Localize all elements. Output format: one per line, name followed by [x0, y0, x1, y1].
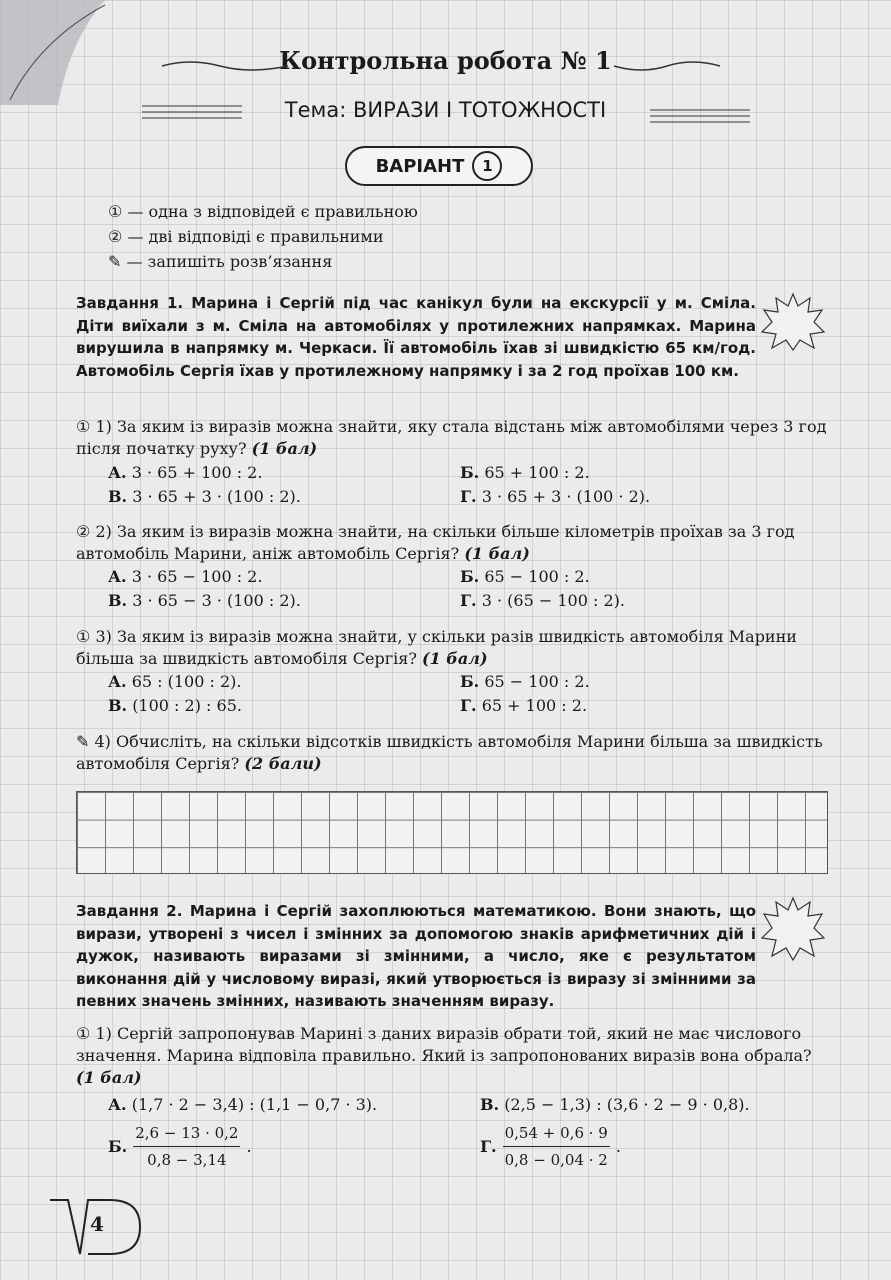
one-answer-icon: ① — [76, 1024, 91, 1043]
task2-question-1 — [76, 1023, 828, 1089]
question-text: 1) За яким із виразів можна знайти, яку стала відстань між автомобілями через 3 год після початку руху? — [76, 417, 827, 458]
option-a: А. 65 : (100 : 2). — [108, 672, 242, 691]
fraction-denominator: 0,8 − 0,04 · 2 — [504, 1151, 608, 1169]
one-answer-icon: ① — [76, 627, 91, 646]
option-b: Б. 65 − 100 : 2. — [460, 567, 590, 586]
option-b: Б. 65 + 100 : 2. — [460, 463, 590, 482]
option-g: Г. 65 + 100 : 2. — [460, 696, 588, 715]
option-v: В. 3 · 65 − 3 · (100 : 2). — [108, 591, 301, 610]
option-v: В. (100 : 2) : 65. — [108, 696, 242, 715]
option-v: В. 3 · 65 + 3 · (100 : 2). — [108, 487, 301, 506]
question-text: 2) За яким із виразів можна знайти, на скільки більше кілометрів проїхав за 3 год автомобіль Марини, аніж автомобіль Сергія? — [76, 522, 795, 563]
pencil-icon: ✎ — [76, 732, 90, 751]
option-a: А. (1,7 · 2 − 3,4) : (1,1 − 0,7 · 3). — [108, 1095, 378, 1114]
question-points: (1 бал) — [76, 1068, 142, 1087]
task1-question-4 — [76, 731, 828, 775]
fraction — [133, 1122, 240, 1171]
task1-question-2 — [76, 521, 828, 565]
title-text: Контрольна робота № 1 — [279, 46, 612, 75]
legend-item-write-solution — [108, 252, 332, 271]
page-number: 4 — [90, 1212, 104, 1236]
question-text: 1) Сергій запропонував Марині з даних виразів обрати той, який не має числового значення. Марина відповіла правильно. Який із запропонованих виразів вона обрала? — [76, 1024, 812, 1065]
option-b: Б. $\frac{2,6 - 13 \cdot 0,2}{0,8 - 3,14}$ . — [108, 1124, 252, 1169]
question-points: (2 бали) — [244, 754, 322, 773]
question-points: (1 бал) — [251, 439, 318, 458]
legend-item-one-answer — [108, 202, 418, 221]
task2-lead: Завдання 2. — [76, 902, 183, 920]
legend-text: — запишіть розв’язання — [126, 252, 333, 271]
legend-item-two-answers — [108, 227, 384, 246]
fraction — [503, 1122, 610, 1171]
answer-grid[interactable] — [76, 791, 828, 874]
task2-text: Марина і Сергій захоплюються математикою. Вони знають, що вирази, утворені з чисел і змінних за допомогою знаків арифметичних дій і дужок, називають виразами зі змінними, а число, яке є результатом виконання дій у числовому виразі, який утворюється із виразу зі змінними за певних значень змінних, називають значенням виразу. — [76, 902, 756, 1010]
option-g: Г. 3 · 65 + 3 · (100 · 2). — [460, 487, 651, 506]
topic-lines-right — [650, 104, 750, 128]
starburst-icon — [760, 896, 826, 962]
topic-text: Тема: ВИРАЗИ І ТОТОЖНОСТІ — [284, 98, 607, 122]
question-points: (1 бал) — [422, 649, 488, 668]
task1-text: Марина і Сергій під час канікул були на екскурсії у м. Сміла. Діти виїхали з м. Сміла на автомобілях у протилежних напрямках. Марина вирушила в напрямку м. Черкаси. Її автомобіль їхав зі швидкістю 65 км/год. Автомобіль Сергія їхав у протилежному напрямку і за 2 год проїхав 100 км. — [76, 294, 757, 380]
fraction-numerator: 2,6 − 13 · 0,2 — [133, 1122, 240, 1147]
variant-badge — [345, 146, 533, 186]
legend-text: — дві відповіді є правильними — [127, 227, 384, 246]
title-swirl-right — [612, 56, 722, 76]
task1-lead: Завдання 1. — [76, 294, 184, 312]
page-title — [0, 46, 891, 75]
variant-number: 1 — [472, 151, 502, 181]
fraction-numerator: 0,54 + 0,6 · 9 — [503, 1122, 610, 1147]
question-text: 4) Обчисліть, на скільки відсотків швидкість автомобіля Марини більша за швидкість автомобіля Сергія? — [76, 732, 823, 773]
starburst-icon — [760, 292, 826, 352]
task1-statement — [76, 292, 756, 382]
two-answers-icon: ② — [108, 227, 123, 246]
fraction-denominator: 0,8 − 3,14 — [147, 1151, 227, 1169]
option-a: А. 3 · 65 + 100 : 2. — [108, 463, 263, 482]
option-g: Г. $\frac{0,54 + 0,6 \cdot 9}{0,8 - 0,04 \cdot 2}$ . — [480, 1124, 621, 1169]
question-points: (1 бал) — [464, 544, 530, 563]
two-answers-icon: ② — [76, 522, 91, 541]
pencil-icon: ✎ — [108, 252, 122, 271]
task1-question-3 — [76, 626, 828, 670]
option-g: Г. 3 · (65 − 100 : 2). — [460, 591, 625, 610]
variant-label: ВАРІАНТ — [375, 155, 465, 177]
legend-text: — одна з відповідей є правильною — [127, 202, 418, 221]
option-v: В. (2,5 − 1,3) : (3,6 · 2 − 9 · 0,8). — [480, 1095, 750, 1114]
task1-question-1 — [76, 416, 828, 460]
one-answer-icon: ① — [108, 202, 123, 221]
option-b: Б. 65 − 100 : 2. — [460, 672, 590, 691]
task2-statement — [76, 900, 756, 1013]
one-answer-icon: ① — [76, 417, 91, 436]
title-swirl-left — [160, 56, 290, 76]
topic-heading — [0, 98, 891, 122]
option-a: А. 3 · 65 − 100 : 2. — [108, 567, 263, 586]
topic-lines-left — [142, 100, 242, 124]
question-text: 3) За яким із виразів можна знайти, у скільки разів швидкість автомобіля Марини більша за швидкість автомобіля Сергія? — [76, 627, 797, 668]
